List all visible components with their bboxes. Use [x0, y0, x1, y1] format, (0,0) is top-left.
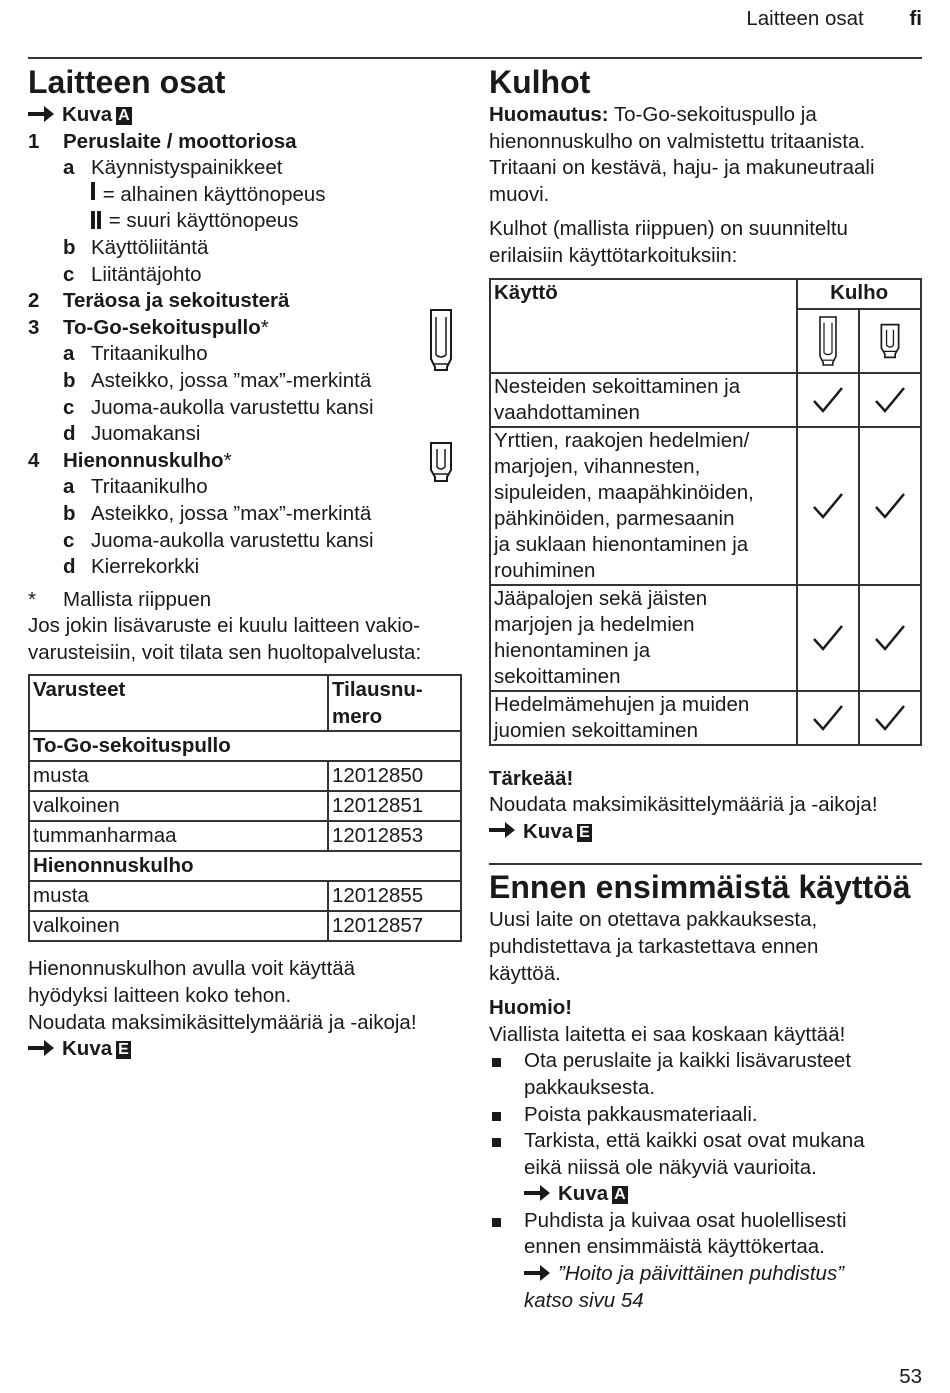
check-icon: [859, 585, 921, 691]
table-row: valkoinen 12012851: [29, 791, 461, 821]
speed-low-icon: [91, 182, 95, 200]
bullet-icon: [489, 1102, 524, 1129]
page-header: [746, 6, 922, 33]
header-rule: [28, 57, 922, 59]
part-subitem: d Kierrekorkki: [63, 555, 200, 579]
check-icon: [797, 691, 859, 745]
part-item-2: 2 Teräosa ja sekoitusterä: [28, 289, 290, 313]
warning-text: Viallista laitetta ei saa koskaan käyttää!: [489, 1022, 846, 1046]
after-line-3: Noudata maksimikäsittelymääriä ja -aikoja!: [28, 1010, 417, 1034]
chopper-bowl-icon: [426, 440, 456, 484]
arrow-right-icon: [524, 1187, 550, 1199]
table-row: Yrttien, raakojen hedelmien/ marjojen, vihannesten, sipuleiden, maapähkinöiden, pähkinöiden, parmesaanin ja suklaan hienontaminen ja rouhiminen: [490, 427, 921, 585]
important-text: Noudata maksimikäsittelymääriä ja -aikoja!: [489, 793, 878, 817]
part-subitem: c Juoma-aukolla varustettu kansi: [63, 395, 374, 419]
left-title: Laitteen osat: [28, 64, 226, 100]
intro-line-1: Jos jokin lisävaruste ei kuulu laitteen vakio-: [28, 614, 420, 638]
usage-table: [489, 278, 922, 746]
section-title-first-use: Ennen ensimmäistä käyttöä: [489, 869, 911, 906]
part-subitem: b Käyttöliitäntä: [63, 235, 209, 259]
first-use-intro: Uusi laite on otettava pakkauksesta, puhdistettava ja tarkastettava ennen käyttöä.: [489, 908, 819, 985]
check-icon: [797, 427, 859, 585]
note: Huomautus: To-Go-sekoituspullo ja hienonnuskulho on valmistettu tritaanista. Tritaani on kestävä, haju- ja makuneutraali muovi.: [489, 103, 875, 206]
check-icon: [797, 585, 859, 691]
speed-high-icon: [91, 208, 103, 235]
part-item-1: 1 Peruslaite / moottoriosa: [28, 129, 297, 153]
table-header-row: [29, 675, 461, 731]
right-title: Kulhot: [489, 64, 591, 100]
part-item-3: 3 To-Go-sekoituspullo *: [28, 315, 269, 339]
table-row: valkoinen 12012857: [29, 911, 461, 941]
intro-line-2: varusteisiin, voit tilata sen huoltopalvelusta:: [28, 640, 422, 664]
part-subitem: a Käynnistyspainikkeet: [63, 156, 283, 180]
table-row: Hedelmämehujen ja muiden juomien sekoittaminen: [490, 691, 921, 745]
bullet-icon: [489, 1048, 524, 1101]
check-icon: [859, 691, 921, 745]
part-subitem: a Tritaanikulho: [63, 475, 208, 499]
list-item: Poista pakkausmateriaali.: [489, 1102, 922, 1129]
table-header-use: Käyttö: [490, 279, 797, 373]
part-item-4-group: [28, 448, 462, 581]
after-line-2: hyödyksi laitteen koko tehon.: [28, 984, 292, 1008]
check-icon: [859, 427, 921, 585]
fig-ref-a: Kuva A: [524, 1181, 865, 1208]
fig-ref-a: [28, 102, 462, 129]
list-item: Tarkista, että kaikki osat ovat mukana eikä niissä ole näkyviä vaurioita. Kuva A: [489, 1128, 922, 1208]
table-row: Jääpalojen sekä jäisten marjojen ja hedelmien hienontaminen ja sekoittaminen: [490, 585, 921, 691]
list-item: Ota peruslaite ja kaikki lisävarusteet pakkauksesta.: [489, 1048, 922, 1101]
fig-ref-e: Kuva E: [28, 1036, 462, 1063]
part-subitem: b Asteikko, jossa ”max”-merkintä: [63, 501, 372, 525]
table-row: musta 12012850: [29, 761, 461, 791]
arrow-right-icon: [28, 1042, 54, 1054]
header-section: Laitteen osat: [746, 7, 864, 30]
table-header-accessories: Varusteet: [29, 675, 328, 731]
warning-label: Huomio!: [489, 996, 573, 1020]
table-group-row: To-Go-sekoituspullo: [29, 731, 461, 761]
arrow-right-icon: [28, 108, 54, 120]
arrow-right-icon: [524, 1267, 550, 1279]
bullet-icon: [489, 1208, 524, 1314]
chopper-bowl-icon: [859, 309, 921, 373]
description: Kulhot (mallista riippuen) on suunniteltu erilaisiin käyttötarkoituksiin:: [489, 217, 848, 267]
page-number: 53: [899, 1365, 922, 1389]
part-subitem: b Asteikko, jossa ”max”-merkintä: [63, 368, 372, 392]
check-icon: [859, 373, 921, 427]
to-go-bottle-icon: [426, 307, 456, 373]
bullet-icon: [489, 1128, 524, 1208]
after-line-1: Hienonnuskulhon avulla voit käyttää: [28, 957, 356, 981]
table-row: musta 12012855: [29, 881, 461, 911]
important-label: Tärkeää!: [489, 766, 574, 790]
table-group-row: Hienonnuskulho: [29, 851, 461, 881]
accessories-table: [28, 674, 462, 942]
part-item-4: 4 Hienonnuskulho *: [28, 448, 232, 472]
table-header-row: [490, 279, 921, 309]
fig-ref-e: Kuva E: [489, 819, 922, 846]
table-row: tummanharmaa 12012853: [29, 821, 461, 851]
cross-reference[interactable]: ”Hoito ja päivittäinen puhdistus”: [524, 1261, 847, 1288]
part-subitem: d Juomakansi: [63, 422, 201, 446]
speed-low: = alhainen käyttönopeus: [28, 182, 462, 209]
table-header-order-number: Tilausnu- mero: [328, 675, 461, 731]
section-rule: [489, 863, 922, 865]
left-column: [28, 60, 462, 1063]
footnote: * Mallista riippuen: [28, 587, 212, 611]
fig-ref-label: Kuva: [62, 103, 113, 126]
to-go-bottle-icon: [797, 309, 859, 373]
fig-letter: A: [118, 107, 130, 124]
part-subitem: c Juoma-aukolla varustettu kansi: [63, 528, 374, 552]
table-header-bowl: Kulho: [797, 279, 921, 309]
table-row: Nesteiden sekoittaminen ja vaahdottaminen: [490, 373, 921, 427]
arrow-right-icon: [489, 824, 515, 836]
check-icon: [797, 373, 859, 427]
right-column: [489, 60, 922, 1314]
part-subitem: a Tritaanikulho: [63, 342, 208, 366]
speed-high: = suuri käyttönopeus: [28, 208, 462, 235]
header-lang: fi: [909, 7, 922, 30]
part-subitem: c Liitäntäjohto: [63, 262, 202, 286]
part-item-3-group: [28, 315, 462, 448]
list-item: Puhdista ja kuivaa osat huolellisesti ennen ensimmäistä käyttökertaa. ”Hoito ja päivittäinen puhdistus” katso sivu 54: [489, 1208, 922, 1314]
